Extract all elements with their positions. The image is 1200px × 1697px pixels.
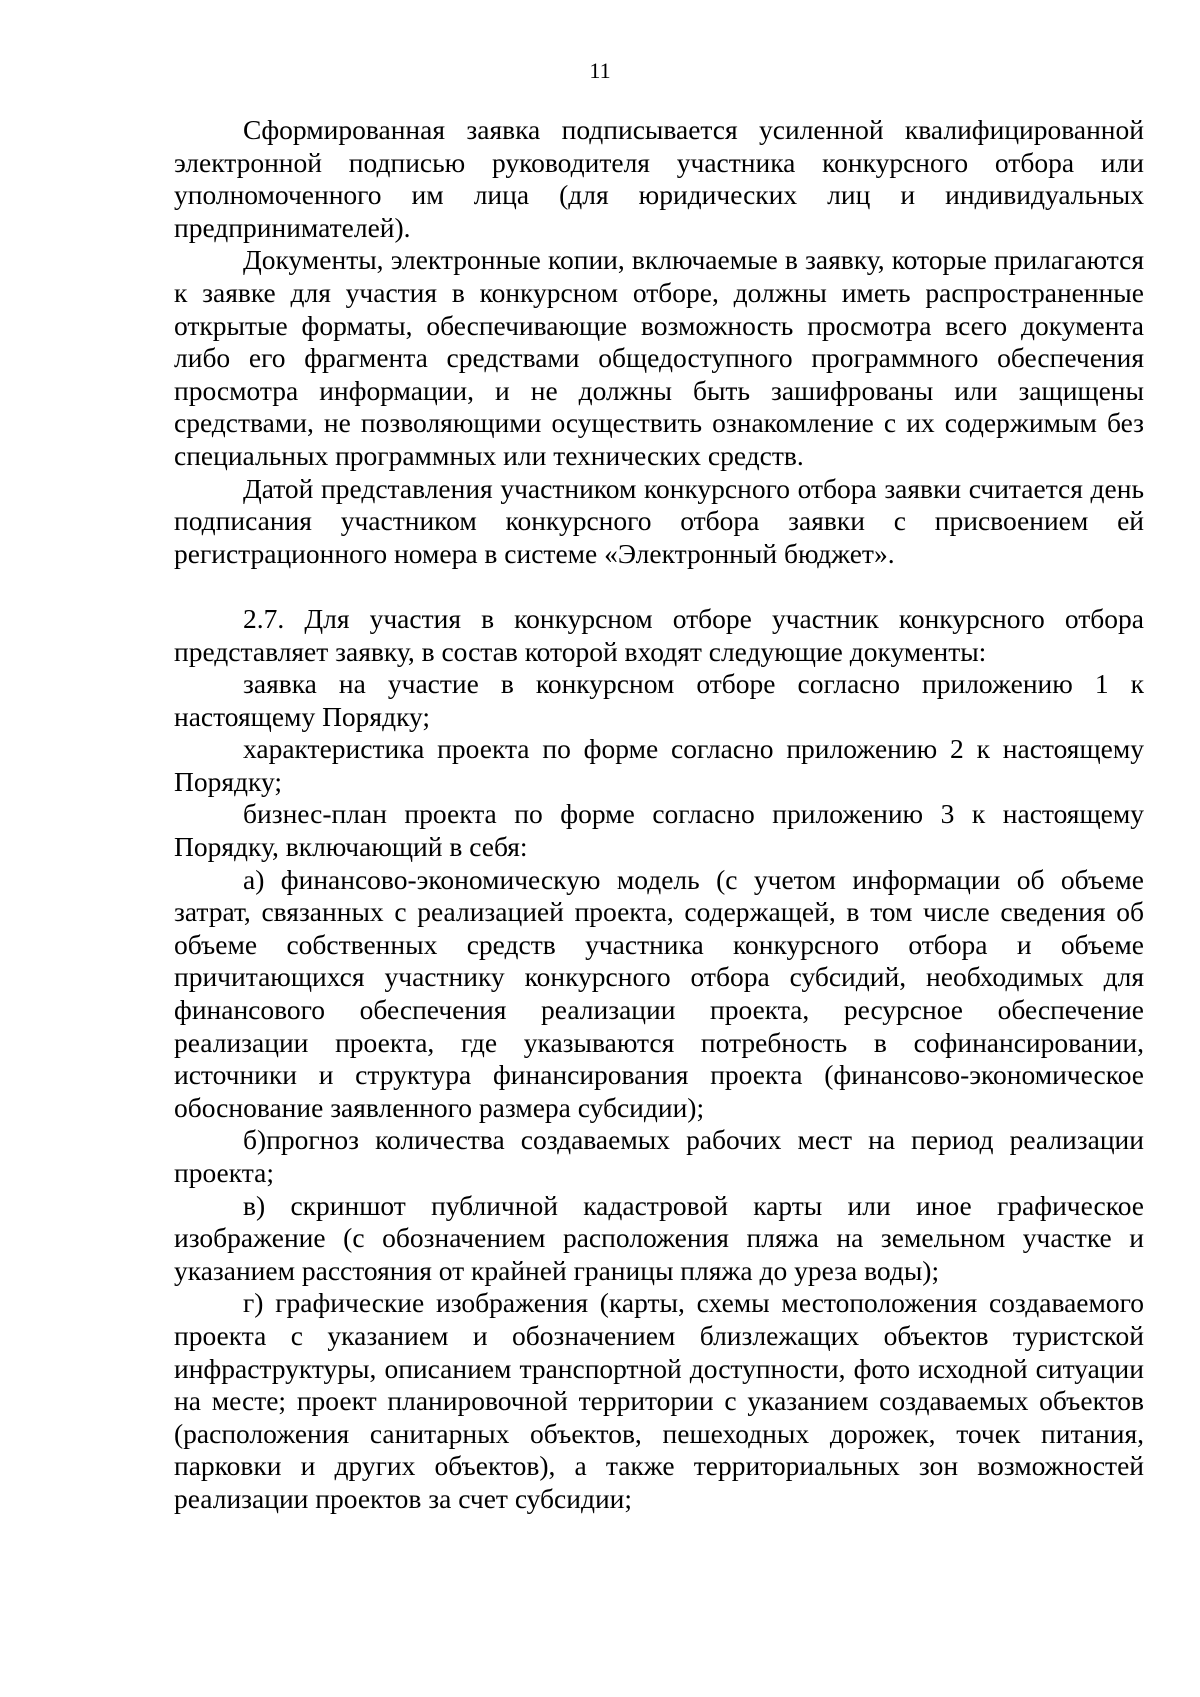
page-number: 11: [589, 58, 611, 83]
list-item-project-characteristics: характеристика проекта по форме согласно приложению 2 к настоящему Порядку;: [174, 733, 1144, 797]
list-item-jobs-forecast: б)прогноз количества создаваемых рабочих мест на период реализации проекта;: [174, 1124, 1144, 1188]
document-body: [174, 114, 1144, 1516]
paragraph-submission-date: Датой представления участником конкурсного отбора заявки считается день подписания участником конкурсного отбора заявки с присвоением ей регистрационного номера в системе «Электронный бюджет».: [174, 472, 1144, 569]
list-item-financial-model: а) финансово-экономическую модель (с учетом информации об объеме затрат, связанных с реализацией проекта, содержащей, в том числе сведения об объеме собственных средств участника конкурсного отбора и объеме причитающихся участнику конкурсного отбора субсидий, необходимых для финансового обеспечения реализации проекта, ресурсное обеспечение реализации проекта, где указываются потребность в софинансировании, источники и структура финансирования проекта (финансово-экономическое обоснование заявленного размера субсидии);: [174, 863, 1144, 1123]
list-item-graphic-images: г) графические изображения (карты, схемы местоположения создаваемого проекта с указанием и обозначением близлежащих объектов туристской инфраструктуры, описанием транспортной доступности, фото исходной ситуации на месте; проект планировочной территории с указанием создаваемых объектов (расположения санитарных объектов, пешеходных дорожек, точек питания, парковки и других объектов), а также территориальных зон возможностей реализации проектов за счет субсидии;: [174, 1287, 1144, 1514]
paragraph-document-formats: Документы, электронные копии, включаемые в заявку, которые прилагаются к заявке для участия в конкурсном отборе, должны иметь распространенные открытые форматы, обеспечивающие возможность просмотра всего документа либо его фрагмента средствами общедоступного программного обеспечения просмотра информации, и не должны быть зашифрованы или защищены средствами, не позволяющими осуществить ознакомление с их содержимым без специальных программных или технических средств.: [174, 244, 1144, 471]
list-item-business-plan: бизнес-план проекта по форме согласно приложению 3 к настоящему Порядку, включающий в себя:: [174, 798, 1144, 863]
paragraph-signature: Сформированная заявка подписывается усиленной квалифицированной электронной подписью руководителя участника конкурсного отбора или уполномоченного им лица (для юридических лиц и индивидуальных предпринимателей).: [174, 114, 1144, 243]
list-item-cadastral-map: в) скриншот публичной кадастровой карты или иное графическое изображение (с обозначением расположения пляжа на земельном участке и указанием расстояния от крайней границы пляжа до уреза воды);: [174, 1189, 1144, 1286]
paragraph-section-2-7: 2.7. Для участия в конкурсном отборе участник конкурсного отбора представляет заявку, в состав которой входят следующие документы:: [174, 602, 1144, 667]
section-gap: [174, 570, 1144, 603]
list-item-application: заявка на участие в конкурсном отборе согласно приложению 1 к настоящему Порядку;: [174, 668, 1144, 732]
